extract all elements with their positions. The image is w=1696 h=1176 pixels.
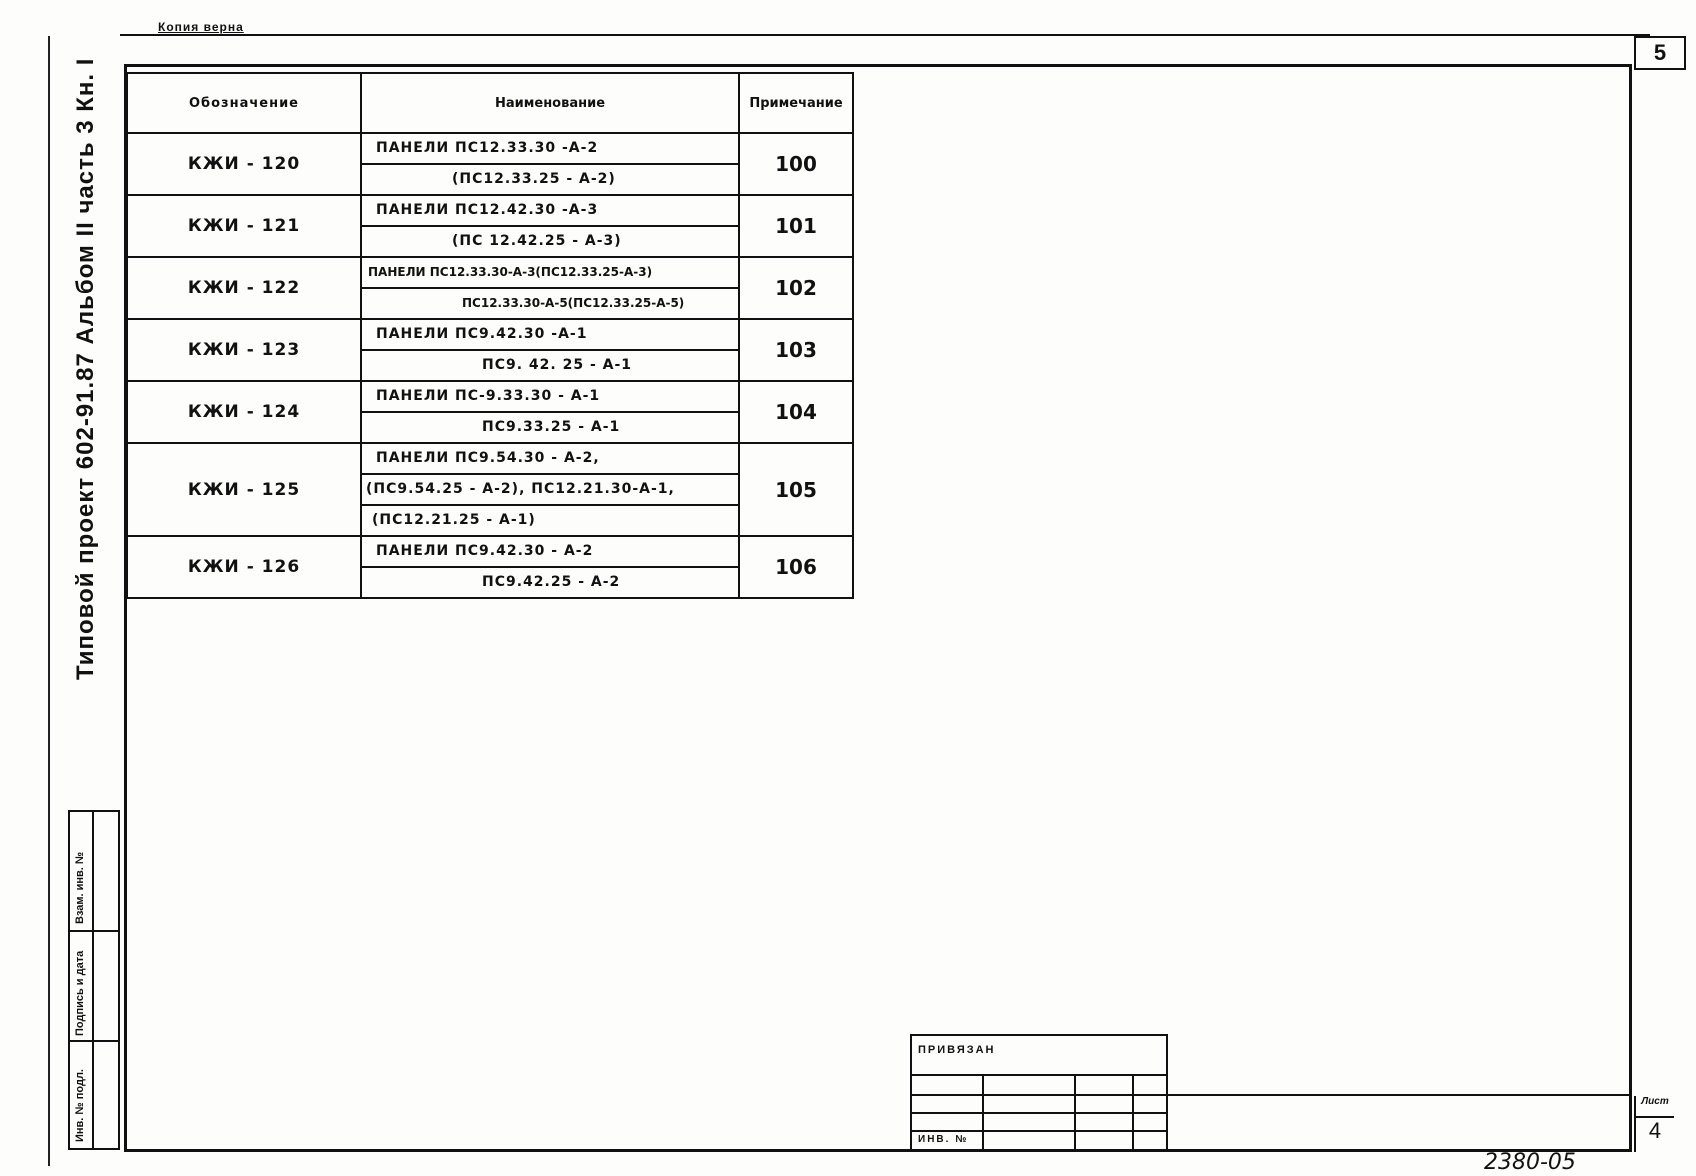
top-rule — [120, 34, 1650, 36]
row-names — [361, 536, 739, 598]
name-line: (ПС 12.42.25 - А-3) — [362, 225, 738, 256]
name-line: (ПС12.33.25 - А-2) — [362, 163, 738, 194]
row-note: 102 — [739, 257, 853, 319]
name-line: ПС9.42.25 - А-2 — [362, 566, 738, 597]
name-line: ПАНЕЛИ ПС12.33.30-А-3(ПС12.33.25-А-3) — [368, 265, 653, 279]
sheet-number: 5 — [1634, 36, 1686, 70]
table-row — [127, 536, 853, 598]
name-line: ПАНЕЛИ ПС12.42.30 -А-3 — [376, 202, 599, 218]
row-code: КЖИ - 123 — [127, 319, 361, 381]
row-note: 106 — [739, 536, 853, 598]
binding-margin-line — [48, 36, 50, 1166]
copy-stamp: Копия верна — [158, 20, 244, 34]
row-names — [361, 319, 739, 381]
name-line: ПАНЕЛИ ПС9.42.30 -А-1 — [376, 326, 588, 342]
table-row — [127, 133, 853, 195]
header-name: Наименование — [361, 73, 739, 133]
row-names — [361, 195, 739, 257]
name-line: ПС12.33.30-А-5(ПС12.33.25-А-5) — [362, 287, 738, 318]
name-line: (ПС12.21.25 - А-1) — [362, 504, 738, 535]
stamp-col-line — [982, 1076, 984, 1152]
name-line: ПС9. 42. 25 - А-1 — [362, 349, 738, 380]
stamp-row-line — [912, 1094, 1166, 1096]
page-number: 4 — [1648, 1118, 1662, 1143]
stamp-col-line — [1132, 1076, 1134, 1152]
inventory-label: ИНВ. № — [918, 1134, 969, 1145]
row-code: КЖИ - 122 — [127, 257, 361, 319]
vertical-project-title: Типовой проект 602-91.87 Альбом II часть 3 Кн. I — [72, 57, 99, 680]
table-row — [127, 195, 853, 257]
row-names — [361, 257, 739, 319]
header-designation: Обозначение — [127, 73, 361, 133]
row-note: 105 — [739, 443, 853, 536]
row-names — [361, 133, 739, 195]
table-row — [127, 381, 853, 443]
stamp-label: Подпись и дата — [74, 950, 86, 1036]
stamp-label: Взам. инв. № — [74, 851, 86, 924]
specification-table — [126, 72, 854, 599]
row-note: 100 — [739, 133, 853, 195]
header-note: Примечание — [739, 73, 853, 133]
row-names — [361, 443, 739, 536]
row-code: КЖИ - 124 — [127, 381, 361, 443]
name-line: ПАНЕЛИ ПС9.42.30 - А-2 — [376, 543, 594, 559]
row-note: 103 — [739, 319, 853, 381]
row-code: КЖИ - 121 — [127, 195, 361, 257]
stamp-cell — [70, 1042, 118, 1146]
approval-stamp — [68, 810, 120, 1150]
binding-stamp-block — [910, 1034, 1168, 1152]
stamp-row-line — [912, 1130, 1166, 1132]
row-note: 104 — [739, 381, 853, 443]
name-line: (ПС9.54.25 - А-2), ПС12.21.30-А-1, — [362, 473, 738, 504]
stamp-col-line — [1074, 1076, 1076, 1152]
name-line: ПС9.33.25 - А-1 — [362, 411, 738, 442]
name-line: ПАНЕЛИ ПС-9.33.30 - А-1 — [376, 388, 601, 404]
stamp-cell — [70, 812, 118, 932]
page-header-label: Лист — [1636, 1096, 1674, 1118]
row-note: 101 — [739, 195, 853, 257]
table-row — [127, 257, 853, 319]
row-names — [361, 381, 739, 443]
stamp-row-line — [912, 1112, 1166, 1114]
table-row — [127, 319, 853, 381]
stamp-row-line — [912, 1074, 1166, 1076]
table-header-row — [127, 73, 853, 133]
name-line: ПАНЕЛИ ПС12.33.30 -А-2 — [376, 140, 599, 156]
row-code: КЖИ - 126 — [127, 536, 361, 598]
title-block — [1168, 1094, 1632, 1152]
stamp-cell — [70, 932, 118, 1042]
table-row — [127, 443, 853, 536]
page-number-box — [1634, 1096, 1674, 1152]
stamp-label: Инв. № подл. — [74, 1069, 86, 1142]
archive-code: 2380-05 — [1484, 1150, 1576, 1175]
row-code: КЖИ - 125 — [127, 443, 361, 536]
binding-label: ПРИВЯЗАН — [918, 1044, 996, 1056]
row-code: КЖИ - 120 — [127, 133, 361, 195]
name-line: ПАНЕЛИ ПС9.54.30 - А-2, — [376, 450, 600, 466]
